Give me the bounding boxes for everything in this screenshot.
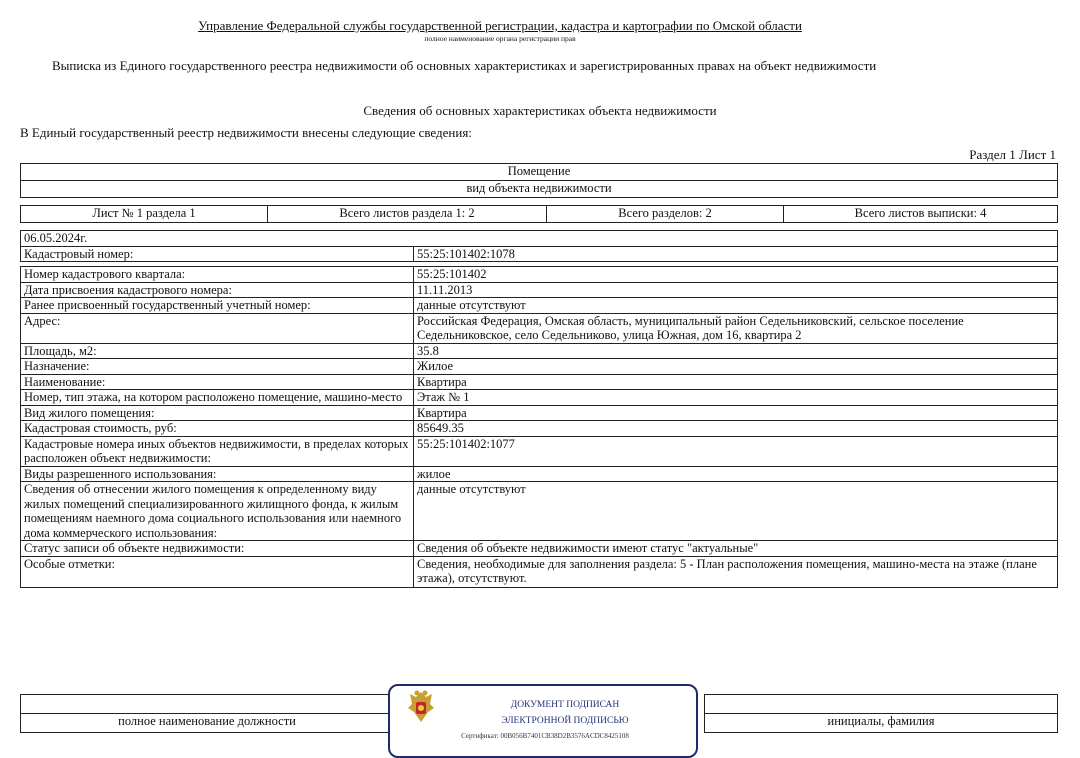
table-row <box>21 343 1058 359</box>
table-row <box>21 405 1058 421</box>
table-row <box>21 374 1058 390</box>
row-value: 55:25:101402:1077 <box>414 436 1058 466</box>
extract-title: Выписка из Единого государственного реестра недвижимости об основных характеристиках и зарегистрированных правах на объект недвижимости <box>52 58 877 73</box>
row-value: 85649.35 <box>414 421 1058 437</box>
row-value: данные отсутствуют <box>414 298 1058 314</box>
row-label: Вид жилого помещения: <box>21 405 414 421</box>
table-row <box>21 267 1058 283</box>
row-label: Номер кадастрового квартала: <box>21 267 414 283</box>
row-value: 11.11.2013 <box>414 282 1058 298</box>
total-extract-sheets: Всего листов выписки: 4 <box>784 206 1058 223</box>
row-label: Кадастровые номера иных объектов недвижимости, в пределах которых расположен объект недвижимости: <box>21 436 414 466</box>
row-label: Назначение: <box>21 359 414 375</box>
row-value: данные отсутствуют <box>414 482 1058 541</box>
object-type: Помещение <box>21 164 1058 181</box>
row-value: Сведения, необходимые для заполнения раздела: 5 - План расположения помещения, машино-места на этаже (плане этажа), отсутствуют. <box>414 556 1058 587</box>
object-type-note: вид объекта недвижимости <box>21 181 1058 198</box>
row-label: Адрес: <box>21 313 414 343</box>
table-row <box>21 482 1058 541</box>
table-row <box>21 313 1058 343</box>
position-cell <box>21 695 394 714</box>
stamp-subtitle: ЭЛЕКТРОННОЙ ПОДПИСЬЮ <box>501 716 629 726</box>
table-row <box>21 359 1058 375</box>
intro-text: В Единый государственный реестр недвижимости внесены следующие сведения: <box>20 125 472 140</box>
table-row <box>21 556 1058 587</box>
row-value: Жилое <box>414 359 1058 375</box>
initials-label: инициалы, фамилия <box>705 714 1058 733</box>
row-value: Квартира <box>414 405 1058 421</box>
electronic-signature-stamp <box>388 684 698 758</box>
table-row <box>21 298 1058 314</box>
row-value: Этаж № 1 <box>414 390 1058 406</box>
characteristics-table <box>20 230 1058 588</box>
row-label: Особые отметки: <box>21 556 414 587</box>
row-label: Площадь, м2: <box>21 343 414 359</box>
section-sheet-label: Раздел 1 Лист 1 <box>969 147 1056 162</box>
row-label: Дата присвоения кадастрового номера: <box>21 282 414 298</box>
table-row <box>21 436 1058 466</box>
sheet-info-row <box>20 205 1058 223</box>
organization-name: Управление Федеральной службы государственной регистрации, кадастра и картографии по Омской области <box>198 18 802 33</box>
organization-name-note: полное наименование органа регистрации прав <box>424 34 576 43</box>
row-label: Ранее присвоенный государственный учетный номер: <box>21 298 414 314</box>
row-value: Сведения об объекте недвижимости имеют статус "актуальные" <box>414 541 1058 557</box>
row-value: 35.8 <box>414 343 1058 359</box>
cadastral-number-value: 55:25:101402:1078 <box>414 246 1058 262</box>
initials-cell <box>705 695 1058 714</box>
total-sections: Всего разделов: 2 <box>547 206 784 223</box>
table-row <box>21 541 1058 557</box>
position-label: полное наименование должности <box>21 714 394 733</box>
row-label: Сведения об отнесении жилого помещения к определенному виду жилых помещений специализированного жилищного фонда, к жилым помещениям наемного дома социального использования или наемного дома коммерческого использования: <box>21 482 414 541</box>
cadastral-number-label: Кадастровый номер: <box>21 246 414 262</box>
total-section-sheets: Всего листов раздела 1: 2 <box>268 206 547 223</box>
row-value: Квартира <box>414 374 1058 390</box>
row-value: Российская Федерация, Омская область, муниципальный район Седельниковский, сельское поселение Седельниковское, село Седельниково, улица Южная, дом 16, квартира 2 <box>414 313 1058 343</box>
certificate-number: Сертификат: 00B056B7401CB38D2B3576ACDC8425108 <box>461 732 629 740</box>
coat-of-arms-icon <box>406 688 436 726</box>
row-label: Наименование: <box>21 374 414 390</box>
row-value: жилое <box>414 466 1058 482</box>
object-type-box <box>20 163 1058 198</box>
row-label: Статус записи об объекте недвижимости: <box>21 541 414 557</box>
row-label: Виды разрешенного использования: <box>21 466 414 482</box>
row-value: 55:25:101402 <box>414 267 1058 283</box>
table-row <box>21 421 1058 437</box>
extract-date: 06.05.2024г. <box>21 231 1058 247</box>
table-row <box>21 282 1058 298</box>
row-label: Кадастровая стоимость, руб: <box>21 421 414 437</box>
section-title: Сведения об основных характеристиках объекта недвижимости <box>363 103 717 118</box>
sheet-number: Лист № 1 раздела 1 <box>21 206 268 223</box>
row-label: Номер, тип этажа, на котором расположено помещение, машино-место <box>21 390 414 406</box>
stamp-title: ДОКУМЕНТ ПОДПИСАН <box>510 700 620 710</box>
table-row <box>21 466 1058 482</box>
table-row <box>21 390 1058 406</box>
